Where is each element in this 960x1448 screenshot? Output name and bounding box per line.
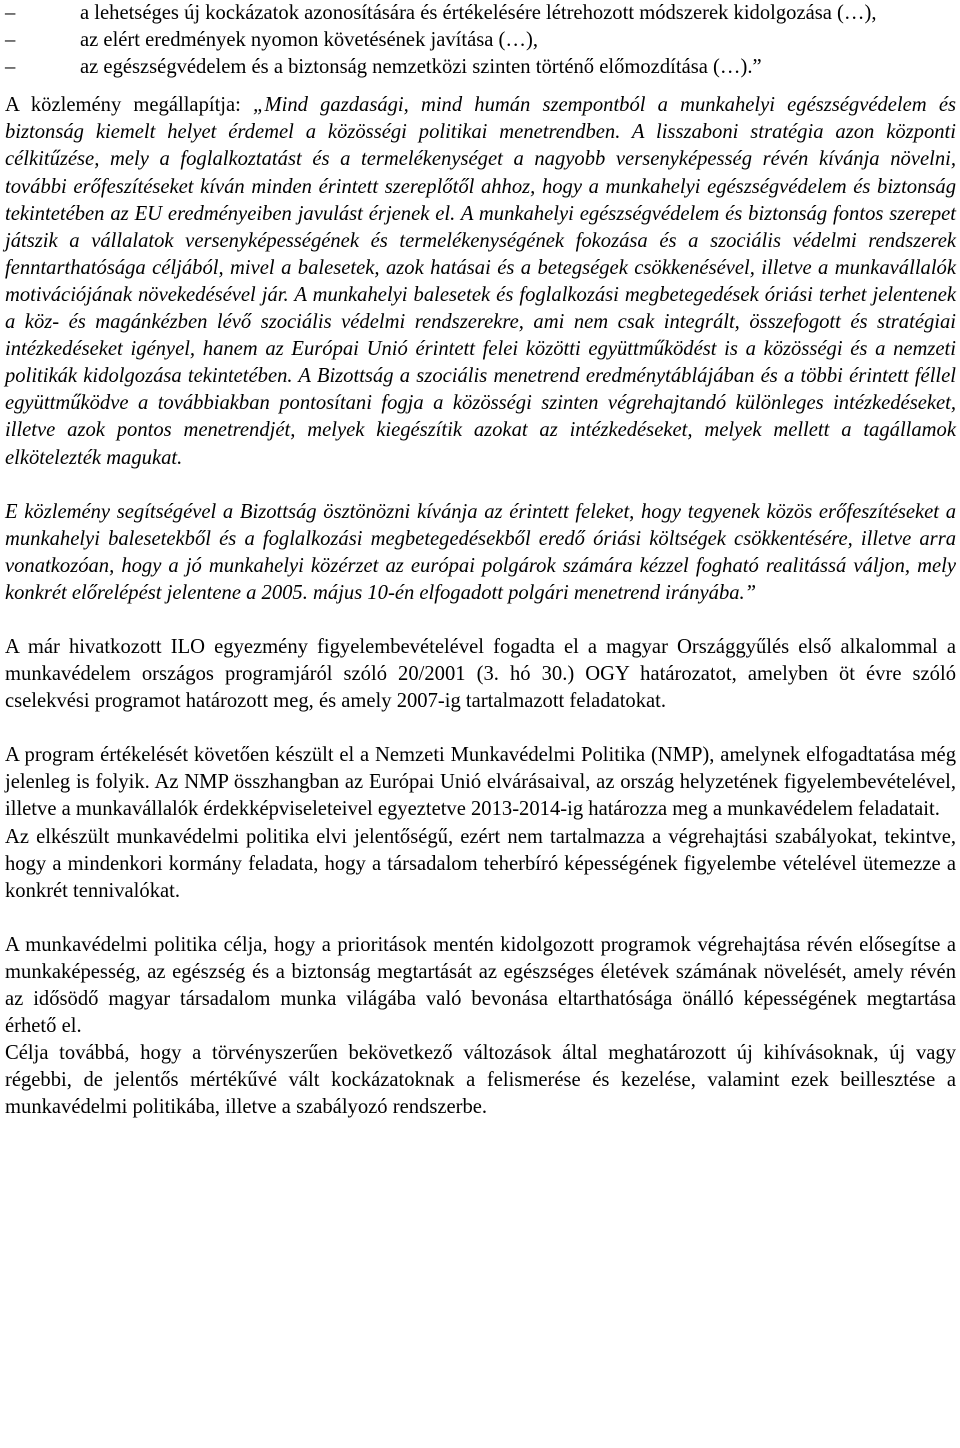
italic-quote: „Mind gazdasági, mind humán szempontból a munkahelyi egészségvédelem és biztonság kiemelt helyet érdemel a közösségi politikai menetrendben. A lisszaboni stratégia azon központi célkitűzése, mely a foglalkoztatást és a termelékenységet a nagyobb versenyképesség révén kívánja növelni, további erőfeszítéseket kíván minden érintett szereplőtől ahhoz, hogy a munkahelyi egészségvédelem és biztonság tekintetében az EU eredményeiben javulást érjenek el. A munkahelyi egészségvédelem és biztonság fontos szerepet játszik a vállalatok versenyképességének és termelékenységének fokozása és a szociális védelmi rendszerek fenntarthatósága céljából, mivel a balesetek, azok hatásai és a betegségek csökkenésével, illetve a munkavállalók motivációjának növekedésével jár. A munkahelyi balesetek és foglalkozási megbetegedések óriási terhet jelentenek a köz- és magánkézben lévő szociális védelmi rendszerekre, ami nem csak integrált, összefogott és stratégiai intézkedéseket igényel, hanem az Európai Unió érintett felei közötti együttműködést is a közösségi és a nemzeti politikák kidolgozása tekintetében. A Bizottság a szociális menetrend eredménytáblájában és a többi érintett féllel együttműködve a továbbiakban pontosítani fogja a közösségi szinten végrehajtandó különleges intézkedéseket, illetve azok pontos menetrendjét, melyek kiegészítik azokat az intézkedéseket, melyek mellett a tagállamok elkötelezték magukat. xyxy=(5,94,956,469)
bullet-item xyxy=(5,0,956,27)
body-paragraph: Az elkészült munkavédelmi politika elvi jelentőségű, ezért nem tartalmazza a végrehajtási szabályokat, tekintve, hogy a mindenkori kormány feladata, hogy a társadalom teherbíró képességének figyelembe vételével ütemezze a konkrét tennivalókat. xyxy=(5,825,956,902)
bullet-text: a lehetséges új kockázatok azonosítására és értékelésére létrehozott módszerek kidolgozása (…), xyxy=(80,2,877,24)
bullet-item xyxy=(5,27,956,54)
quote-paragraph xyxy=(5,92,956,471)
body-paragraph: A munkavédelmi politika célja, hogy a prioritások mentén kidolgozott programok végrehajtása révén elősegítse a munkaképesség, az egészség és a biztonság megtartását az egészséges életévek számának növelését, amely révén az idősödő magyar társadalom munka világába való bevonása eltarthatósága önálló képességének megtartása érhető el. xyxy=(5,933,956,1038)
bullet-text: az egészségvédelem és a biztonság nemzetközi szinten történő előmozdítása (…).” xyxy=(80,56,762,79)
body-paragraph: Célja továbbá, hogy a törvényszerűen bekövetkező változások által meghatározott új kihívásoknak, új vagy régebbi, de jelentős mértékűvé vált kockázatoknak a felismerése és kezelése, valamint ezek beillesztése a munkavédelmi politikába, illetve a szabályozó rendszerbe. xyxy=(5,1042,956,1119)
document-page xyxy=(5,0,956,1121)
quote-paragraph-continued xyxy=(5,499,956,607)
bullet-item xyxy=(5,54,956,81)
body-paragraph: A program értékelését követően készült el a Nemzeti Munkavédelmi Politika (NMP), amelynek elfogadtatása még jelenleg is folyik. Az NMP összhangban az Európai Unió elvárásaival, az ország helyzetének figyelembevételével, illetve a munkavállalók érdekképviseleteivel egyeztetve 2013-2014-ig határozza meg a munkavédelem feladatait. xyxy=(5,744,956,821)
body-paragraph: A már hivatkozott ILO egyezmény figyelembevételével fogadta el a magyar Országgyűlés első alkalommal a munkavédelem országos programjáról szóló 20/2001 (3. hó 30.) OGY határozatot, amelyben öt évre szóló cselekvési programot határozott meg, és amely 2007-ig tartalmazott feladatokat. xyxy=(5,635,956,713)
dash-bullet-icon: – xyxy=(5,56,16,79)
dash-bullet-icon: – xyxy=(5,29,16,52)
italic-quote: E közlemény segítségével a Bizottság ösztönözni kívánja az érintett feleket, hogy tegyenek közös erőfeszítéseket a munkahelyi balesetekből és a foglalkozási megbetegedésekből eredő óriási költségek csökkentésére, illetve arra vonatkozóan, hogy a jó munkahelyi közérzet az európai polgárok számára kézzel fogható realitássá váljon, mely konkrét előrelépést jelentene a 2005. május 10-én elfogadott polgári menetrend irányába.” xyxy=(5,500,956,604)
dash-bullet-icon: – xyxy=(5,2,16,24)
bullet-text: az elért eredmények nyomon követésének javítása (…), xyxy=(80,29,539,52)
bullet-list xyxy=(5,0,956,81)
paragraph-lead: A közlemény megállapítja: xyxy=(5,94,254,117)
